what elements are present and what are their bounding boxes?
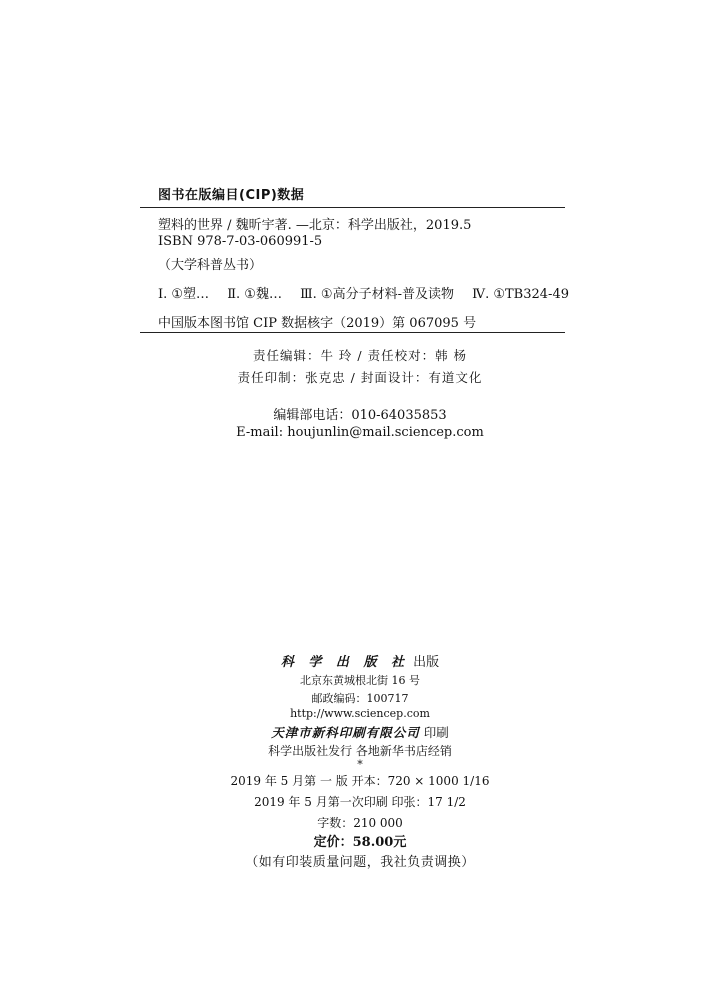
classification-2: Ⅱ. ①魏… bbox=[227, 287, 282, 302]
publisher-postcode: 邮政编码：100717 bbox=[311, 692, 409, 705]
printer-suffix: 印刷 bbox=[419, 725, 449, 740]
publisher-name: 科 学 出 版 社 bbox=[280, 655, 409, 670]
edition-line-2: 2019 年 5 月第一次印刷 印张：17 1/2 bbox=[254, 795, 466, 809]
distribution-line: 科学出版社发行 各地新华书店经销 bbox=[268, 744, 452, 758]
cip-heading: 图书在版编目(CIP)数据 bbox=[158, 188, 305, 203]
price: 定价：58.00元 bbox=[313, 835, 407, 850]
separator-star: * bbox=[357, 758, 363, 771]
classification-1: Ⅰ. ①塑… bbox=[158, 287, 210, 302]
cip-library-line: 中国版本图书馆 CIP 数据核字（2019）第 067095 号 bbox=[158, 316, 477, 331]
publisher-address: 北京东黄城根北街 16 号 bbox=[300, 674, 420, 687]
credits-line-2: 责任印制：张克忠 / 封面设计：有道文化 bbox=[237, 370, 483, 385]
cip-classification-line bbox=[158, 283, 583, 302]
editorial-phone: 编辑部电话：010-64035853 bbox=[273, 408, 447, 423]
cip-series-line: （大学科普丛书） bbox=[158, 258, 263, 273]
credits-line-1: 责任编辑：牛 玲 / 责任校对：韩 杨 bbox=[252, 348, 468, 363]
classification-4: Ⅳ. ①TB324-49 bbox=[472, 287, 569, 302]
bottom-rule bbox=[140, 332, 565, 333]
editorial-email: E-mail: houjunlin@mail.sciencep.com bbox=[236, 425, 484, 440]
word-count: 字数：210 000 bbox=[317, 816, 403, 830]
printer-line bbox=[0, 723, 720, 741]
edition-line-1: 2019 年 5 月第 一 版 开本：720 × 1000 1/16 bbox=[230, 774, 490, 788]
printer-name: 天津市新科印刷有限公司 bbox=[271, 725, 420, 740]
quality-note: （如有印装质量问题，我社负责调换） bbox=[245, 855, 475, 870]
classification-3: Ⅲ. ①高分子材料-普及读物 bbox=[300, 287, 454, 302]
publisher-suffix: 出版 bbox=[408, 655, 440, 670]
cip-isbn-line: ISBN 978-7-03-060991-5 bbox=[158, 234, 323, 249]
publisher-line bbox=[0, 651, 720, 670]
publisher-website: http://www.sciencep.com bbox=[290, 707, 430, 720]
cip-title-line: 塑料的世界 / 魏昕宇著. —北京：科学出版社，2019.5 bbox=[158, 218, 472, 233]
top-rule bbox=[140, 207, 565, 208]
